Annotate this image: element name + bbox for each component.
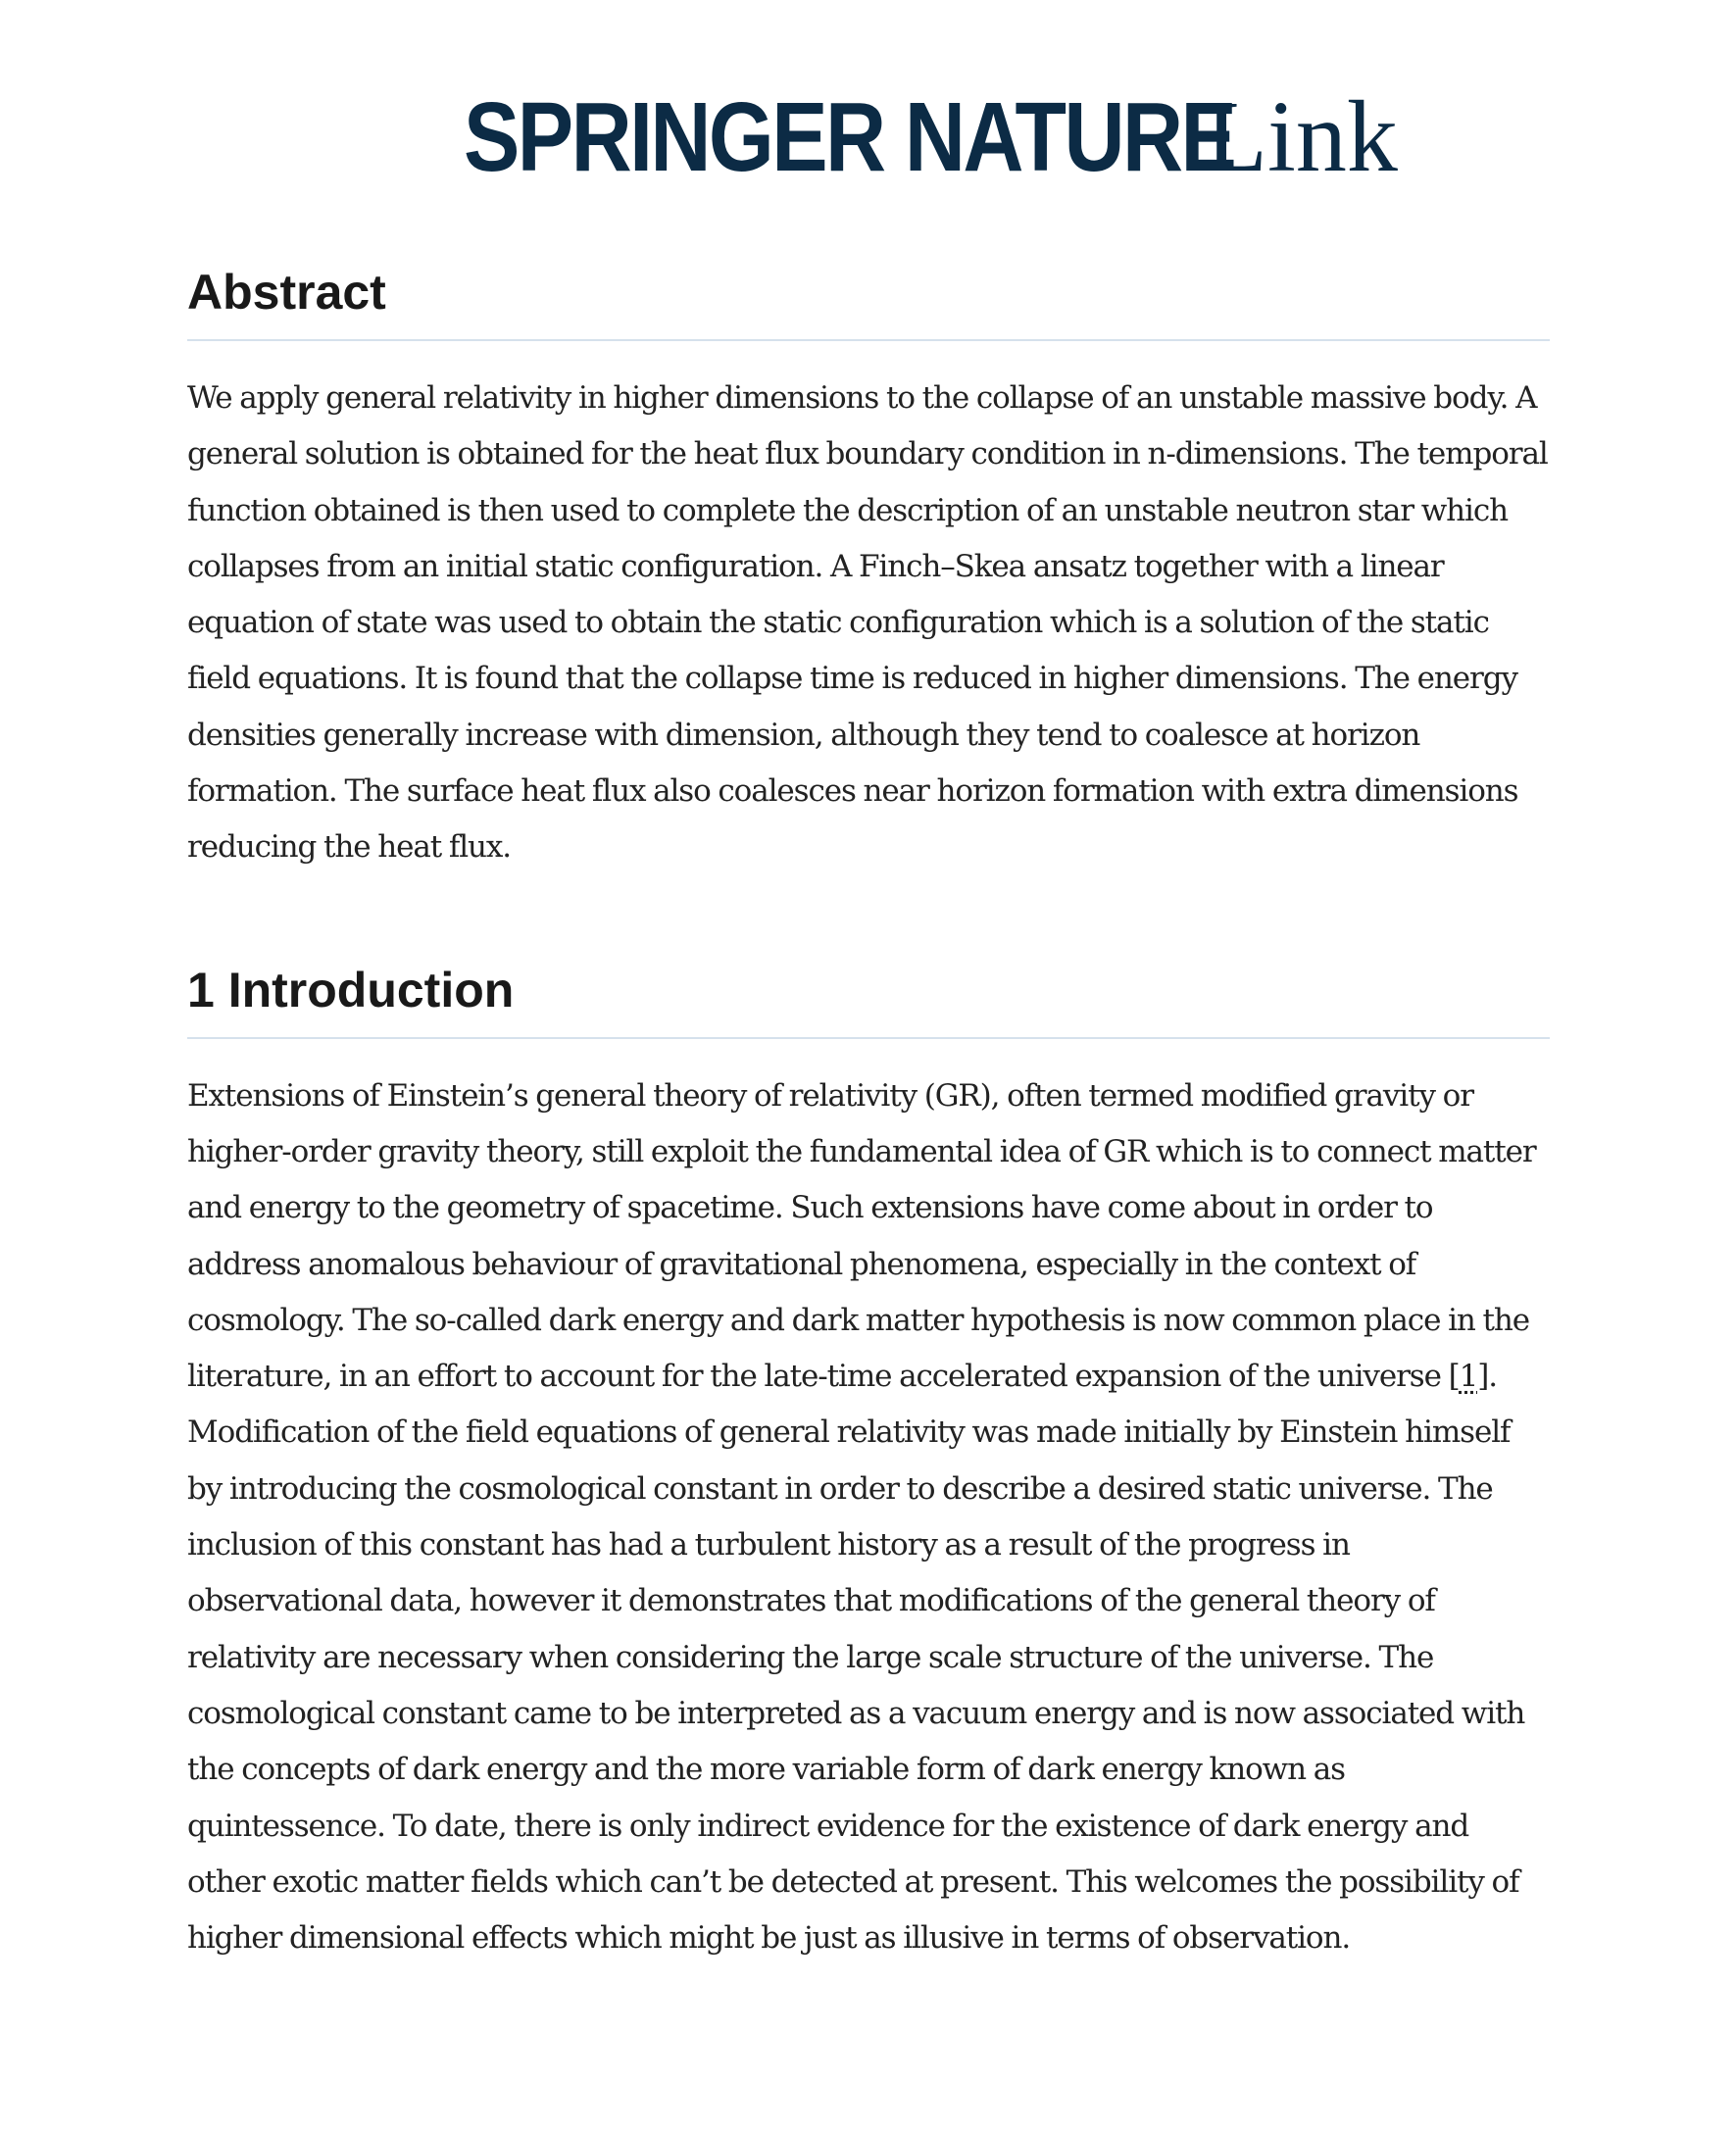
introduction-section <box>187 961 1550 1967</box>
citation-link-1[interactable]: 1 <box>1459 1359 1478 1395</box>
abstract-heading: Abstract <box>187 263 1550 341</box>
article-content <box>187 263 1550 1966</box>
intro-text-before-citation: Extensions of Einstein’s general theory of relativity (GR), often termed modified gravity or higher-order gravity theory, still exploit the fundamental idea of GR which is to connect matter and energy to the geometry of spacetime. Such extensions have come about in order to address anomalous behaviour of gravitational phenomena, especially in the context of cosmology. The so-called dark energy and dark matter hypothesis is now common place in the literature, in an effort to account for the late-time accelerated expansion of the universe [ <box>187 1077 1536 1395</box>
abstract-section <box>187 263 1550 876</box>
springer-nature-link-logo[interactable] <box>0 78 1736 195</box>
logo-product: Link <box>1205 80 1398 193</box>
intro-text-after-citation: ]. Modification of the field equations of general relativity was made initially by Einstein himself by introducing the cosmological constant in order to describe a desired static universe. The inclusion of this constant has had a turbulent history as a result of the progress in observational data, however it demonstrates that modifications of the general theory of relativity are necessary when considering the large scale structure of the universe. The cosmological constant came to be interpreted as a vacuum energy and is now associated with the concepts of dark energy and the more variable form of dark energy known as quintessence. To date, there is only indirect evidence for the existence of dark energy and other exotic matter fields which can’t be detected at present. This welcomes the possibility of higher dimensional effects which might be just as illusive in terms of observation. <box>187 1359 1525 1957</box>
introduction-paragraph <box>187 1068 1550 1967</box>
abstract-paragraph: We apply general relativity in higher dimensions to the collapse of an unstable massive body. A general solution is obtained for the heat flux boundary condition in n-dimensions. The temporal function obtained is then used to complete the description of an unstable neutron star which collapses from an initial static configuration. A Finch–Skea ansatz together with a linear equation of state was used to obtain the static configuration which is a solution of the static field equations. It is found that the collapse time is reduced in higher dimensions. The energy densities generally increase with dimension, although they tend to coalesce at horizon formation. The surface heat flux also coalesces near horizon formation with extra dimensions reducing the heat flux. <box>187 380 1548 866</box>
introduction-heading: 1 Introduction <box>187 961 1550 1039</box>
logo-brand: SPRINGER NATURE <box>464 82 1235 192</box>
